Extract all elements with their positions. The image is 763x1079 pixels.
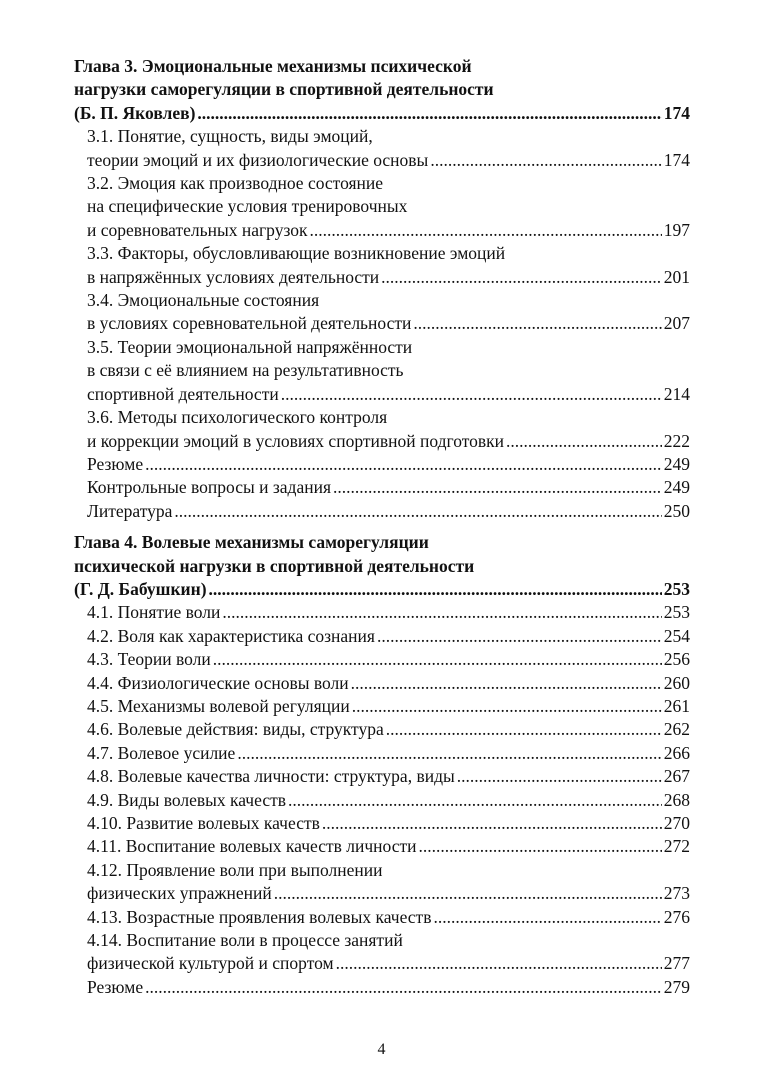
toc-entry-leader-row — [87, 266, 690, 289]
toc-entry-page-number: 262 — [663, 719, 690, 740]
dot-leader — [310, 219, 662, 242]
dot-leader — [145, 453, 662, 476]
toc-entry-page-number: 266 — [663, 742, 690, 763]
toc-entry — [74, 406, 690, 453]
chapter-title-line: психической нагрузки в спортивной деятельности — [74, 555, 475, 576]
toc-entry-line: 4.4. Физиологические основы воли — [87, 672, 349, 693]
toc-entry — [74, 336, 690, 406]
toc-entry-leader-row — [87, 695, 690, 718]
dot-leader — [197, 102, 661, 125]
toc-entry — [74, 695, 690, 718]
toc-entry-line: спортивной деятельности — [87, 383, 279, 404]
toc-entry-leader-row — [87, 219, 690, 242]
toc-entry-leader-row — [87, 601, 690, 624]
toc-entry-line: и соревновательных нагрузок — [87, 219, 308, 240]
toc-entry-page-number: 249 — [663, 453, 690, 474]
dot-leader — [333, 476, 662, 499]
toc-entry-line: 4.13. Возрастные проявления волевых качеств — [87, 906, 432, 927]
toc-entry — [74, 500, 690, 523]
toc-entry — [74, 125, 690, 172]
dot-leader — [430, 149, 661, 172]
toc-entry-line: Резюме — [87, 453, 144, 474]
chapter-4 — [74, 531, 690, 999]
toc-entry-page-number: 253 — [663, 602, 690, 623]
chapter-title-line: (Г. Д. Бабушкин) — [74, 578, 207, 599]
toc-entry-page-number: 273 — [663, 883, 690, 904]
toc-entry — [74, 835, 690, 858]
toc-entry-page-number: 201 — [663, 266, 690, 287]
dot-leader — [381, 266, 662, 289]
chapter-page-number: 174 — [663, 102, 690, 123]
toc-entry-line: 3.5. Теории эмоциональной напряжённости — [87, 336, 413, 357]
toc-entry-leader-row — [87, 149, 690, 172]
toc-entry — [74, 648, 690, 671]
toc-entry — [74, 812, 690, 835]
chapter-3 — [74, 55, 690, 523]
chapter-3-title — [74, 55, 690, 125]
toc-entry-leader-row — [87, 952, 690, 975]
chapter-title-leader-row — [74, 578, 690, 601]
toc-entry-line: 4.12. Проявление воли при выполнении — [87, 859, 383, 880]
toc-entry-page-number: 256 — [663, 649, 690, 670]
dot-leader — [352, 695, 662, 718]
toc-entry — [74, 906, 690, 929]
toc-entry-leader-row — [87, 742, 690, 765]
chapter-page-number: 253 — [663, 578, 690, 599]
dot-leader — [322, 812, 662, 835]
toc-entry-page-number: 207 — [663, 313, 690, 334]
toc-entry-leader-row — [87, 789, 690, 812]
toc-entry-leader-row — [87, 312, 690, 335]
toc-entry — [74, 789, 690, 812]
toc-entry-line: 4.7. Волевое усилие — [87, 742, 236, 763]
toc-entry-line: 4.3. Теории воли — [87, 649, 211, 670]
dot-leader — [336, 952, 662, 975]
dot-leader — [222, 601, 661, 624]
toc-entry-leader-row — [87, 976, 690, 999]
toc-entry-page-number: 249 — [663, 477, 690, 498]
dot-leader — [274, 882, 662, 905]
toc-entry-leader-row — [87, 718, 690, 741]
toc-entry-line: в связи с её влиянием на результативность — [87, 360, 404, 381]
toc-entry — [74, 742, 690, 765]
toc-entry-leader-row — [87, 476, 690, 499]
toc-entry-line: Литература — [87, 500, 173, 521]
toc-entry-page-number: 267 — [663, 766, 690, 787]
toc-entry-page-number: 222 — [663, 430, 690, 451]
dot-leader — [213, 648, 662, 671]
toc-entry — [74, 859, 690, 906]
toc-entry-leader-row — [87, 453, 690, 476]
dot-leader — [506, 430, 662, 453]
toc-entry — [74, 625, 690, 648]
toc-entry-leader-row — [87, 500, 690, 523]
toc-entry-line: теории эмоций и их физиологические основы — [87, 149, 429, 170]
toc-entry-line: в напряжённых условиях деятельности — [87, 266, 380, 287]
chapter-4-entries — [74, 601, 690, 999]
dot-leader — [413, 312, 661, 335]
toc-entry-line: в условиях соревновательной деятельности — [87, 313, 412, 334]
toc-entry-page-number: 270 — [663, 813, 690, 833]
chapter-title-line: (Б. П. Яковлев) — [74, 102, 196, 123]
toc-entry — [74, 476, 690, 499]
toc-entry-line: и коррекции эмоций в условиях спортивной подготовки — [87, 430, 505, 451]
dot-leader — [288, 789, 662, 812]
toc-entry — [74, 453, 690, 476]
toc-entry-page-number: 272 — [663, 836, 690, 857]
toc-entry-leader-row — [87, 812, 690, 835]
dot-leader — [281, 383, 662, 406]
toc-entry-leader-row — [87, 648, 690, 671]
toc-entry-line: 4.11. Воспитание волевых качеств личности — [87, 836, 417, 857]
toc-entry — [74, 242, 690, 289]
toc-entry-leader-row — [87, 835, 690, 858]
toc-entry-line: Контрольные вопросы и задания — [87, 477, 331, 498]
toc-entry-line: Резюме — [87, 976, 144, 997]
toc-entry-line: 4.1. Понятие воли — [87, 602, 221, 623]
toc-entry-line: 4.8. Волевые качества личности: структура, виды — [87, 766, 455, 787]
toc-entry-line: 4.14. Воспитание воли в процессе занятий — [87, 930, 403, 951]
toc-entry-page-number: 214 — [663, 383, 690, 404]
toc-entry — [74, 601, 690, 624]
toc-entry-leader-row — [87, 383, 690, 406]
toc-entry-line: 4.10. Развитие волевых качеств — [87, 813, 320, 833]
chapter-4-title — [74, 531, 690, 601]
dot-leader — [418, 835, 661, 858]
toc-entry-line: 4.9. Виды волевых качеств — [87, 789, 286, 810]
toc-entry — [74, 976, 690, 999]
toc-entry — [74, 289, 690, 336]
toc-page — [74, 55, 690, 999]
dot-leader — [457, 765, 662, 788]
toc-entry-page-number: 197 — [663, 219, 690, 240]
toc-entry-page-number: 260 — [663, 672, 690, 693]
toc-entry-page-number: 279 — [663, 976, 690, 997]
toc-entry — [74, 172, 690, 242]
toc-entry-line: 4.6. Волевые действия: виды, структура — [87, 719, 384, 740]
toc-entry-line: 3.6. Методы психологического контроля — [87, 407, 388, 428]
toc-entry-page-number: 277 — [663, 953, 690, 974]
toc-entry-page-number: 261 — [663, 695, 690, 716]
toc-entry — [74, 929, 690, 976]
toc-entry-leader-row — [87, 430, 690, 453]
toc-entry-page-number: 174 — [663, 149, 690, 170]
toc-entry-line: 4.5. Механизмы волевой регуляции — [87, 695, 350, 716]
toc-entry-line: физических упражнений — [87, 883, 272, 904]
toc-entry — [74, 718, 690, 741]
chapter-title-line: Глава 3. Эмоциональные механизмы психической — [74, 56, 472, 76]
dot-leader — [237, 742, 661, 765]
toc-entry-line: 3.3. Факторы, обусловливающие возникновение эмоций — [87, 243, 506, 264]
dot-leader — [433, 906, 661, 929]
toc-entry-leader-row — [87, 906, 690, 929]
toc-entry-page-number: 268 — [663, 789, 690, 810]
dot-leader — [145, 976, 662, 999]
toc-entry-page-number: 250 — [663, 500, 690, 521]
toc-entry-line: 3.4. Эмоциональные состояния — [87, 290, 320, 311]
toc-entry — [74, 672, 690, 695]
toc-entry-leader-row — [87, 882, 690, 905]
dot-leader — [386, 718, 662, 741]
toc-entry-line: 3.2. Эмоция как производное состояние — [87, 173, 384, 194]
chapter-title-leader-row — [74, 102, 690, 125]
toc-entry-page-number: 276 — [663, 906, 690, 927]
toc-entry-leader-row — [87, 672, 690, 695]
toc-entry-leader-row — [87, 765, 690, 788]
chapter-title-line: нагрузки саморегуляции в спортивной деятельности — [74, 79, 494, 100]
toc-entry — [74, 765, 690, 788]
dot-leader — [209, 578, 662, 601]
toc-entry-line: 4.2. Воля как характеристика сознания — [87, 625, 375, 646]
chapter-3-entries — [74, 125, 690, 523]
toc-entry-leader-row — [87, 625, 690, 648]
chapter-title-line: Глава 4. Волевые механизмы саморегуляции — [74, 532, 429, 553]
dot-leader — [377, 625, 662, 648]
toc-entry-page-number: 254 — [663, 625, 690, 646]
dot-leader — [174, 500, 661, 523]
toc-entry-line: физической культурой и спортом — [87, 953, 334, 974]
toc-entry-line: 3.1. Понятие, сущность, виды эмоций, — [87, 126, 373, 147]
footer-page-number: 4 — [377, 1041, 386, 1058]
toc-entry-line: на специфические условия тренировочных — [87, 196, 408, 217]
dot-leader — [351, 672, 662, 695]
